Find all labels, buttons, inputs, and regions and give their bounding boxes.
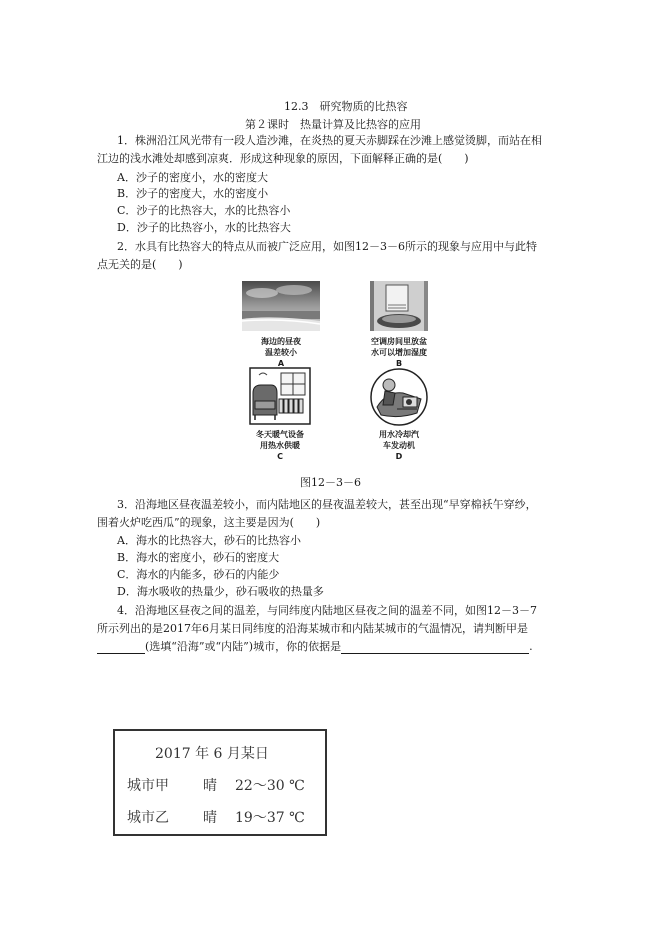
q4-blank-2[interactable]: [341, 642, 529, 654]
q4-stem-line3-mid: (选填“沿海”或“内陆”)城市，你的依据是: [145, 640, 342, 653]
weather-temp: 19～37 ℃: [235, 810, 305, 826]
q3-option-b: B．海水的密度小，砂石的密度大: [117, 551, 280, 564]
figure-a-beach-image: [242, 281, 320, 331]
q2-stem-line1: 2．水具有比热容大的特点从而被广泛应用，如图12－3－6所示的现象与应用中与此特: [117, 240, 537, 253]
figure-c-caption: 冬天暖气设备 用热水供暖 C: [256, 430, 304, 461]
q1-option-c: C．沙子的比热容大，水的比热容小: [117, 204, 291, 217]
figure-d-engine-image: [367, 367, 431, 427]
q2-stem-line2: 点无关的是( ): [97, 258, 183, 271]
weather-condition: 晴: [203, 810, 217, 826]
q3-option-d: D．海水吸收的热量少，砂石吸收的热量多: [117, 585, 324, 598]
weather-city: 城市乙: [127, 810, 169, 826]
figure-caption: 图12－3－6: [300, 476, 361, 489]
q1-option-b: B．沙子的密度大，水的密度小: [117, 187, 269, 200]
q3-stem-line2: 围着火炉吃西瓜”的现象，这主要是因为( ): [97, 516, 321, 529]
q4-blank-1[interactable]: [97, 642, 145, 654]
q4-stem-line3: [97, 639, 533, 654]
q1-option-a: A．沙子的密度小，水的密度大: [117, 171, 268, 184]
q4-stem-line3-end: .: [529, 640, 533, 653]
weather-condition: 晴: [203, 778, 217, 794]
q1-option-d: D．沙子的比热容小，水的比热容大: [117, 221, 291, 234]
q3-stem-line1: 3．沿海地区昼夜温差较小，而内陆地区的昼夜温差较大，甚至出现“早穿棉袄午穿纱，: [117, 498, 537, 511]
q3-option-a: A．海水的比热容大，砂石的比热容小: [117, 534, 301, 547]
q1-stem-line2: 江边的浅水滩处却感到凉爽．形成这种现象的原因，下面解释正确的是( ): [97, 152, 469, 165]
figure-d-caption: 用水冷却汽 车发动机 D: [379, 430, 419, 461]
q3-option-c: C．海水的内能多，砂石的内能少: [117, 568, 280, 581]
weather-table-date: 2017 年 6 月某日: [155, 746, 269, 762]
q4-stem-line2: 所示列出的是2017年6月某日同纬度的沿海某城市和内陆某城市的气温情况，请判断甲是: [97, 622, 528, 635]
weather-temp: 22～30 ℃: [235, 778, 305, 794]
figure-a-caption: 海边的昼夜 温差较小 A: [261, 337, 301, 368]
figure-b-aircon-image: [370, 281, 428, 331]
figure-b-caption: 空调房间里放盆 水可以增加湿度 B: [371, 337, 427, 368]
lesson-title: 第２课时 热量计算及比热容的应用: [245, 118, 421, 131]
figure-c-heating-image: [249, 367, 311, 425]
weather-city: 城市甲: [127, 778, 169, 794]
q1-stem-line1: 1．株洲沿江风光带有一段人造沙滩，在炎热的夏天赤脚踩在沙滩上感觉烫脚，而站在相: [117, 134, 542, 147]
section-title: 12.3 研究物质的比热容: [284, 100, 408, 113]
weather-table: [113, 729, 327, 836]
q4-stem-line1: 4．沿海地区昼夜之间的温差，与同纬度内陆地区昼夜之间的温差不同，如图12－3－7: [117, 604, 537, 617]
